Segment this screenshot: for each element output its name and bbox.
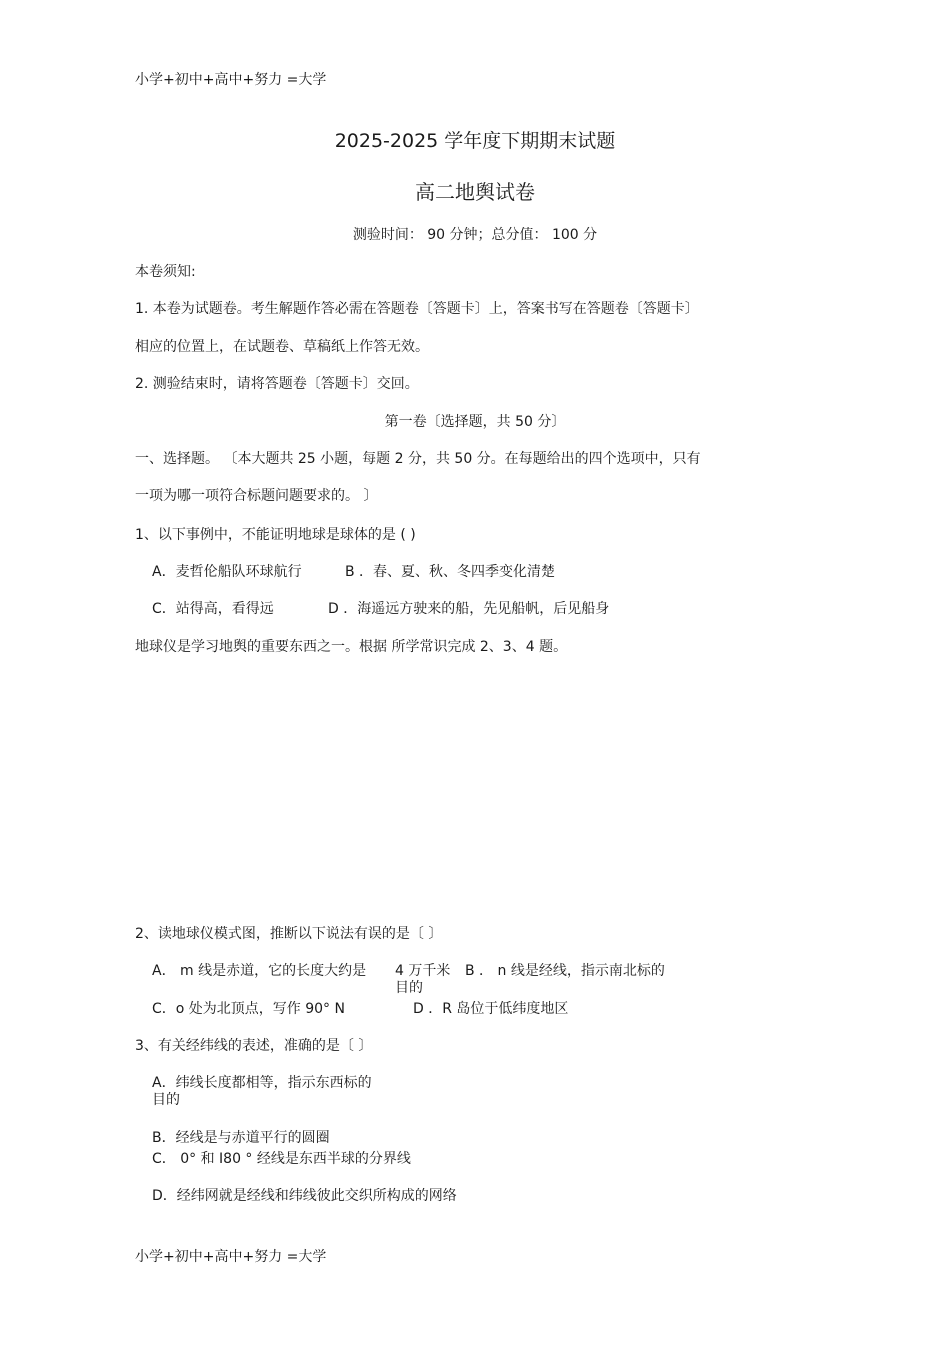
globe-intro: 地球仪是学习地舆的重要东西之一。根据 所学常识完成 2、3、4 题。 <box>135 639 568 655</box>
question-2-option-a-value-2: 目的 <box>395 980 423 996</box>
section-instructions-line-1: 一、选择题。 〔本大题共 25 小题，每题 2 分，共 50 分。在每题给出的四个选项中，只有 <box>135 451 701 467</box>
question-3-option-a-line-2: 目的 <box>152 1092 180 1108</box>
question-1-option-a: A．麦哲伦船队环球航行 <box>152 564 302 580</box>
question-3-option-c: C． 0° 和 I80 ° 经线是东西半球的分界线 <box>152 1151 411 1167</box>
notice-heading: 本卷须知: <box>135 264 196 280</box>
question-2-option-c: C．o 处为北顶点，写作 90° N <box>152 1001 345 1017</box>
question-3-stem: 3、有关经纬线的表述，准确的是〔 〕 <box>135 1038 373 1054</box>
question-2-stem: 2、读地球仪模式图，推断以下说法有误的是〔 〕 <box>135 926 443 942</box>
question-1-option-c: C．站得高，看得远 <box>152 601 274 617</box>
question-2-option-a: A． m 线是赤道，它的长度大约是 <box>152 963 367 979</box>
question-1-option-d: D ．海遥远方驶来的船，先见船帆，后见船身 <box>328 601 610 617</box>
question-1-stem: 1、以下事例中，不能证明地球是球体的是 ( ) <box>135 527 416 543</box>
exam-title: 2025-2025 学年度下期期末试题 <box>334 130 616 152</box>
question-2-option-b: B ． n 线是经线，指示南北标的 <box>465 963 665 979</box>
notice-item-1-line-2: 相应的位置上，在试题卷、草稿纸上作答无效。 <box>135 339 429 355</box>
section-title: 第一卷〔选择题，共 50 分〕 <box>384 414 566 430</box>
exam-subtitle: 高二地舆试卷 <box>415 180 535 204</box>
page-footer: 小学+初中+高中+努力 =大学 <box>135 1249 327 1265</box>
question-2-option-d: D ．R 岛位于低纬度地区 <box>413 1001 569 1017</box>
exam-info: 测验时间： 90 分钟；总分值： 100 分 <box>352 227 598 243</box>
figure-placeholder <box>135 670 815 910</box>
section-instructions-line-2: 一项为哪一项符合标题问题要求的。 〕 <box>135 488 378 504</box>
question-2-option-a-value: 4 万千米 <box>395 963 451 979</box>
question-1-option-b: B ．春、夏、秋、冬四季变化清楚 <box>345 564 556 580</box>
question-3-option-d: D．经纬网就是经线和纬线彼此交织所构成的网络 <box>152 1188 457 1204</box>
notice-item-2: 2. 测验结束时，请将答题卷〔答题卡〕交回。 <box>135 376 419 392</box>
page-header: 小学+初中+高中+努力 =大学 <box>135 72 327 88</box>
notice-item-1-line-1: 1. 本卷为试题卷。考生解题作答必需在答题卷〔答题卡〕上，答案书写在答题卷〔答题卡〕 <box>135 301 699 317</box>
question-3-option-b: B．经线是与赤道平行的圆圈 <box>152 1130 330 1146</box>
question-3-option-a-line-1: A．纬线长度都相等，指示东西标的 <box>152 1075 372 1091</box>
